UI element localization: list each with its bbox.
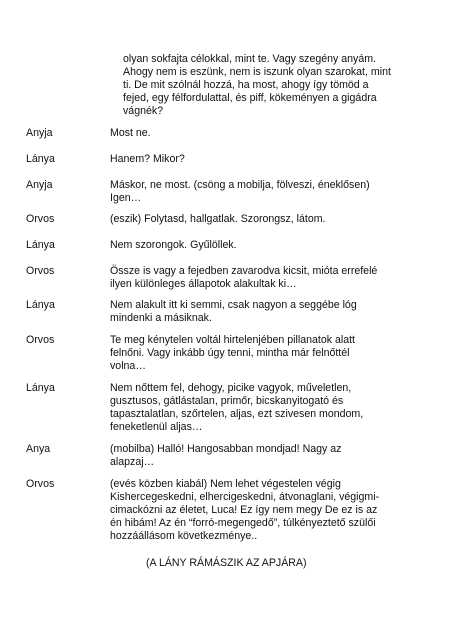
speaker-name: Orvos — [26, 213, 55, 225]
speaker-name: Anyja — [26, 179, 53, 191]
text-line: tapasztalatlan, szőrtelen, aljas, ezt szivesen mondom, — [110, 408, 364, 421]
text-line: olyan sokfajta célokkal, mint te. Vagy szegény anyám. — [123, 53, 377, 65]
text-line: Te meg kénytelen voltál hirtelenjében pillanatok alatt — [110, 334, 355, 346]
speaker-name: Lánya — [26, 299, 55, 311]
text-line: Most ne. — [110, 127, 151, 139]
text-line: Máskor, ne most. (csöng a mobilja, fölveszi, éneklősen) — [110, 179, 370, 191]
text-line: én hibám! Az én “forró-megengedő”, túlkényeztető szülői — [110, 517, 376, 530]
speech-text — [110, 299, 430, 325]
dialogue-entry — [0, 299, 452, 339]
speaker-name: Orvos — [26, 265, 55, 277]
text-line: felnőni. Vagy inkább úgy tenni, mintha már felnőttél — [110, 347, 350, 360]
stage-direction: (A LÁNY RÁMÁSZIK AZ APJÁRA) — [146, 557, 307, 569]
text-line: Kishercegeskedni, elhercigeskedni, átvonaglani, végigmi- — [110, 491, 380, 504]
speaker-name: Lánya — [26, 239, 55, 251]
speech-text — [110, 334, 430, 373]
text-line: gusztusos, gátlástalan, primőr, bicskanyitogató és — [110, 395, 344, 408]
text-line: cimackózni az életet, Luca! Ez így nem megy De ez is az — [110, 504, 378, 517]
text-line: feneketlenül aljas… — [110, 421, 203, 434]
text-line: (evés közben kiabál) Nem lehet végestelen végig — [110, 478, 341, 490]
dialogue-entry — [0, 478, 452, 543]
speaker-name: Orvos — [26, 334, 55, 346]
text-line: ilyen különleges állapotok alakultak ki… — [110, 278, 297, 291]
speaker-name: Anyja — [26, 127, 53, 139]
text-line: Hanem? Mikor? — [110, 153, 185, 165]
speech-text — [110, 153, 430, 166]
text-line: Nem alakult itt ki semmi, csak nagyon a seggébe lóg — [110, 299, 357, 311]
text-line: Nem szorongok. Gyűlöllek. — [110, 239, 237, 251]
text-line: volna… — [110, 360, 146, 373]
speech-text — [110, 478, 430, 543]
text-line: mindenki a másiknak. — [110, 312, 212, 325]
speech-text — [110, 382, 430, 434]
speech-text — [110, 443, 430, 469]
speech-text — [110, 265, 430, 291]
opening-paragraph — [123, 53, 423, 118]
text-line: (mobilba) Halló! Hangosabban mondjad! Nagy az — [110, 443, 342, 455]
speaker-name: Orvos — [26, 478, 55, 490]
dialogue-entry — [0, 334, 452, 374]
text-line: Ahogy nem is eszünk, nem is iszunk olyan szarokat, mint — [123, 66, 391, 79]
speech-text — [110, 127, 430, 140]
text-line: (eszik) Folytasd, hallgatlak. Szorongsz, látom. — [110, 213, 326, 225]
text-line: vágnék? — [123, 105, 164, 118]
speech-text — [110, 179, 430, 205]
text-line: ti. De mit szólnál hozzá, ha most, ahogy így tömöd a — [123, 79, 369, 92]
speaker-name: Lánya — [26, 153, 55, 165]
speech-text — [110, 239, 430, 252]
speech-text — [110, 213, 430, 226]
text-line: alapzaj… — [110, 456, 155, 469]
speaker-name: Anya — [26, 443, 51, 455]
dialogue-entry — [0, 443, 452, 483]
dialogue-entry — [0, 382, 452, 434]
text-line: hozzáállásom következménye.. — [110, 530, 258, 543]
text-line: fejed, egy félfordulattal, és piff, kökeményen a gigádra — [123, 92, 377, 105]
speaker-name: Lánya — [26, 382, 55, 394]
text-line: Nem nőttem fel, dehogy, picike vagyok, műveletlen, — [110, 382, 352, 394]
text-line: Igen… — [110, 192, 142, 205]
text-line: Össze is vagy a fejedben zavarodva kicsit, mióta errefelé — [110, 265, 378, 277]
